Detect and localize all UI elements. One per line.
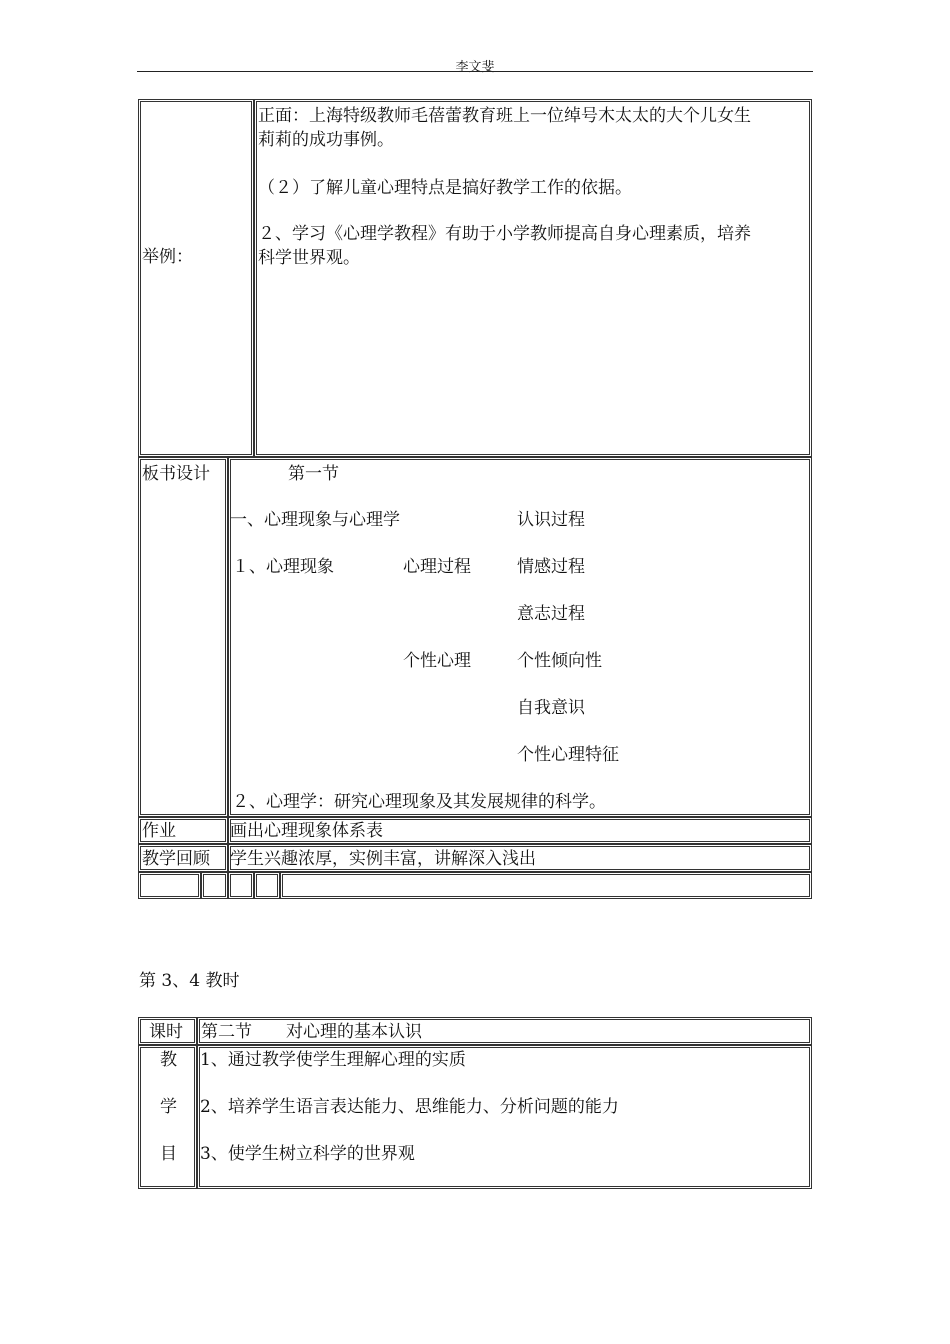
board-item-2: ２、心理学：研究心理现象及其发展规律的科学。 (232, 792, 606, 812)
board-cognition: 认识过程 (517, 510, 585, 530)
review-text: 学生兴趣浓厚，实例丰富，讲解深入浅出 (230, 849, 536, 869)
board-traits: 个性心理特征 (517, 745, 619, 765)
empty-cell (138, 872, 201, 899)
goal-item-3: 3、使学生树立科学的世界观 (200, 1144, 415, 1164)
review-label: 教学回顾 (142, 849, 210, 869)
board-item-1: １、心理现象 (232, 557, 334, 577)
example-line-3: （２）了解儿童心理特点是搞好教学工作的依据。 (258, 178, 632, 198)
empty-cell (201, 872, 228, 899)
example-line-5: 科学世界观。 (258, 248, 360, 268)
goals-label-cell (138, 1045, 197, 1189)
period-label: 课时 (149, 1022, 183, 1042)
goals-content-cell (197, 1045, 812, 1189)
empty-cell (228, 872, 254, 899)
homework-label: 作业 (142, 821, 176, 841)
example-line-1: 正面：上海特级教师毛蓓蕾教育班上一位绰号木太太的大个儿女生 (258, 106, 751, 126)
example-label-cell (138, 99, 254, 457)
board-process: 心理过程 (403, 557, 471, 577)
homework-text: 画出心理现象体系表 (230, 821, 383, 841)
board-label-cell (138, 457, 228, 817)
board-will: 意志过程 (517, 604, 585, 624)
board-self: 自我意识 (517, 698, 585, 718)
review-label-cell (138, 844, 228, 872)
example-line-2: 莉莉的成功事例。 (258, 130, 394, 150)
period-label-cell (138, 1017, 197, 1045)
example-line-4: ２、学习《心理学教程》有助于小学教师提高自身心理素质，培养 (258, 224, 751, 244)
goals-label-char-3: 目 (160, 1144, 177, 1164)
board-emotion: 情感过程 (517, 557, 585, 577)
board-heading-1: 一、心理现象与心理学 (230, 510, 400, 530)
empty-cell (280, 872, 812, 899)
goal-item-2: 2、培养学生语言表达能力、思维能力、分析问题的能力 (200, 1097, 619, 1117)
empty-cell (254, 872, 280, 899)
goals-label-char-2: 学 (160, 1097, 177, 1117)
header-divider (137, 71, 813, 72)
board-personality: 个性心理 (403, 651, 471, 671)
review-content-cell (228, 844, 812, 872)
board-section-title: 第一节 (288, 464, 339, 484)
example-content-cell (254, 99, 812, 457)
header-author: 李文斐 (455, 60, 495, 75)
board-content-cell (228, 457, 812, 817)
homework-label-cell (138, 817, 228, 844)
period-value-cell (197, 1017, 812, 1045)
example-label: 举例： (142, 247, 193, 267)
lesson-heading: 第 3、4 教时 (139, 971, 240, 991)
period-value: 第二节 对心理的基本认识 (201, 1022, 422, 1042)
board-label: 板书设计 (142, 464, 210, 484)
goals-label-char-1: 教 (160, 1050, 177, 1070)
goal-item-1: 1、通过教学使学生理解心理的实质 (200, 1050, 466, 1070)
board-tendency: 个性倾向性 (517, 651, 602, 671)
homework-content-cell (228, 817, 812, 844)
